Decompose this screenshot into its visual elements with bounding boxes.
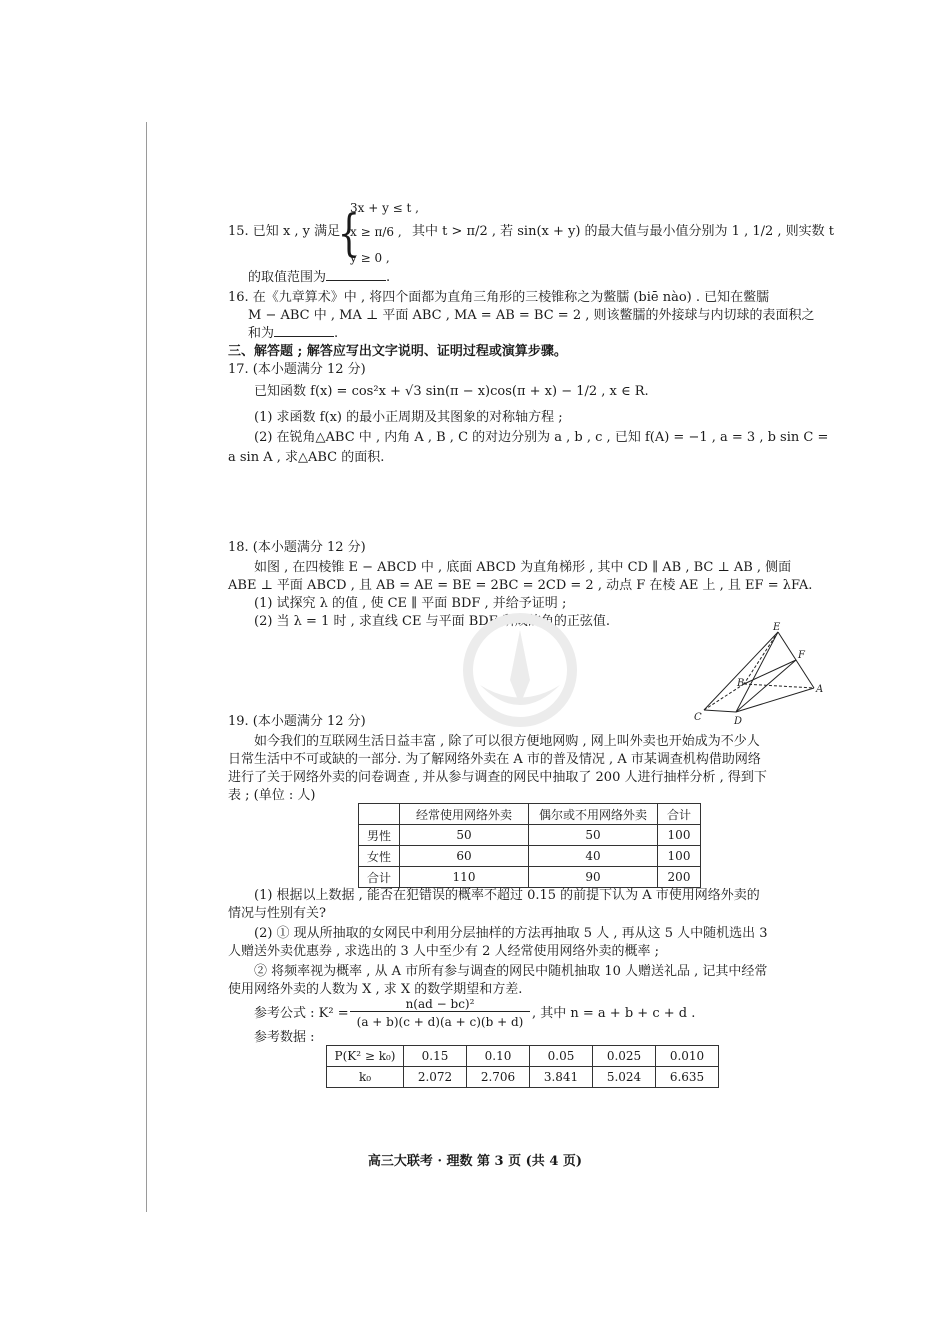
formula-numerator: n(ad − bc)² (405, 997, 475, 1011)
table-cell: 男性 (359, 825, 400, 846)
q18-line2: ABE ⊥ 平面 ABCD , 且 AB = AE = BE = 2BC = 2CD = 2 , 动点 F 在棱 AE 上 , 且 EF = λFA. (228, 578, 813, 593)
table-header-cell: 偶尔或不用网络外卖 (529, 804, 658, 825)
answer-blank (326, 280, 386, 281)
table-header-cell: 合计 (658, 804, 701, 825)
q19-line4: 表 ; (单位 : 人) (228, 788, 316, 803)
edge-ED (736, 632, 778, 712)
table-cell: 0.05 (530, 1046, 593, 1067)
q17-part1: (1) 求函数 f(x) 的最小正周期及其图象的对称轴方程 ; (254, 410, 563, 425)
pyramid-figure (690, 622, 830, 726)
q19-part2c: ② 将频率视为概率 , 从 A 市所有参与调查的网民中随机抽取 10 人赠送礼品 , 记其中经常 (254, 964, 768, 979)
table-cell: 0.025 (593, 1046, 656, 1067)
q15-line2: 的取值范围为 . (248, 270, 391, 285)
q16-line3: 和为 . (248, 326, 339, 341)
q15-constraint-3: y ≥ 0 , (350, 251, 390, 265)
answer-blank (274, 336, 334, 337)
table-header-row (359, 804, 701, 825)
table-row (359, 846, 701, 867)
q17-line1: 已知函数 f(x) = cos²x + √3 sin(π − x)cos(π + x) − 1/2 , x ∈ R. (254, 384, 649, 399)
q19-part1a: (1) 根据以上数据 , 能否在犯错误的概率不超过 0.15 的前提下认为 A 市使用网络外卖的 (254, 888, 760, 903)
q19-part1b: 情况与性别有关? (228, 906, 326, 921)
table-cell: 90 (529, 867, 658, 888)
table-cell: k₀ (327, 1067, 404, 1088)
edge-BA (744, 684, 814, 688)
table-cell: 0.10 (467, 1046, 530, 1067)
edge-EC (704, 632, 778, 710)
table-cell: P(K² ≥ k₀) (327, 1046, 404, 1067)
page-footer: 高三大联考 · 理数 第 3 页 (共 4 页) (367, 1154, 583, 1169)
label-E: E (773, 622, 781, 633)
label-F: F (798, 650, 805, 661)
q19-line1: 如今我们的互联网生活日益丰富 , 除了可以很方便地网购 , 网上叫外卖也开始成为不少人 (254, 734, 760, 749)
q18-part2: (2) 当 λ = 1 时 , 求直线 CE 与平面 BDF 所成的角的正弦值. (254, 614, 610, 629)
q19-line2: 日常生活中不可或缺的一部分. 为了解网络外卖在 A 市的普及情况 , A 市某调查机构借助网络 (228, 752, 761, 767)
label-D: D (734, 716, 743, 726)
q16-line3-text: 和为 (248, 326, 275, 341)
table-cell: 2.072 (404, 1067, 467, 1088)
edge-DF (736, 660, 796, 712)
label-B: B (737, 678, 745, 689)
section-heading: 三、解答题 ; 解答应写出文字说明、证明过程或演算步骤。 (228, 344, 567, 359)
table-row (327, 1067, 719, 1088)
q19-part2a: (2) ① 现从所抽取的女网民中利用分层抽样的方法再抽取 5 人 , 再从这 5 人中随机选出 3 (254, 926, 768, 941)
formula-tail: , 其中 n = a + b + c + d . (532, 1006, 696, 1021)
q17-part2b: a sin A , 求△ABC 的面积. (228, 450, 385, 465)
table-row (327, 1046, 719, 1067)
table-cell: 200 (658, 867, 701, 888)
watermark-logo (460, 610, 580, 730)
q18-part1: (1) 试探究 λ 的值 , 使 CE ∥ 平面 BDF , 并给予证明 ; (254, 596, 567, 611)
table-cell: 女性 (359, 846, 400, 867)
table-cell: 合计 (359, 867, 400, 888)
survey-table (358, 803, 701, 888)
q15-prefix: 15. 已知 x , y 满足 (228, 224, 341, 239)
q15-brace: { (337, 204, 361, 262)
table-cell: 40 (529, 846, 658, 867)
table-cell: 5.024 (593, 1067, 656, 1088)
table-header-cell: 经常使用网络外卖 (400, 804, 529, 825)
q19-part2d: 使用网络外卖的人数为 X , 求 X 的数学期望和方差. (228, 982, 523, 997)
q15-constraint-2: x ≥ π/6 , (350, 225, 402, 239)
table-cell: 0.010 (656, 1046, 719, 1067)
margin-line (146, 122, 147, 1212)
edge-DA (736, 688, 814, 712)
table-row (359, 867, 701, 888)
table-cell: 50 (400, 825, 529, 846)
q15-line2-text: 的取值范围为 (248, 270, 327, 285)
q16-line2: M − ABC 中 , MA ⊥ 平面 ABC , MA = AB = BC = 2 , 则该鳖臑的外接球与内切球的表面积之 (248, 308, 815, 323)
q19-head: 19. (本小题满分 12 分) (228, 714, 366, 729)
q19-part2b: 人赠送外卖优惠券 , 求选出的 3 人中至少有 2 人经常使用网络外卖的概率 ; (228, 944, 659, 959)
q18-line1: 如图 , 在四棱锥 E − ABCD 中 , 底面 ABCD 为直角梯形 , 其中 CD ∥ AB , BC ⊥ AB , 侧面 (254, 560, 792, 575)
table-cell: 60 (400, 846, 529, 867)
label-C: C (694, 712, 702, 723)
edge-CD (704, 710, 736, 712)
q18-head: 18. (本小题满分 12 分) (228, 540, 366, 555)
q16-line1: 16. 在《九章算术》中 , 将四个面都为直角三角形的三棱锥称之为鳖臑 (biē nào) . 已知在鳖臑 (228, 290, 770, 305)
table-cell: 100 (658, 825, 701, 846)
table-cell: 100 (658, 846, 701, 867)
q15-suffix: 其中 t > π/2 , 若 sin(x + y) 的最大值与最小值分别为 1 , 1/2 , 则实数 t (412, 224, 835, 239)
formula-label: 参考公式 : K² = (254, 1006, 349, 1021)
table-cell: 110 (400, 867, 529, 888)
q17-part2a: (2) 在锐角△ABC 中 , 内角 A , B , C 的对边分别为 a , b , c , 已知 f(A) = −1 , a = 3 , b sin C = (254, 430, 829, 445)
table-cell: 2.706 (467, 1067, 530, 1088)
table-row (359, 825, 701, 846)
q15-constraint-1: 3x + y ≤ t , (350, 201, 419, 215)
q17-head: 17. (本小题满分 12 分) (228, 362, 366, 377)
table-cell: 50 (529, 825, 658, 846)
formula-denominator: (a + b)(c + d)(a + c)(b + d) (356, 1015, 524, 1029)
table-cell: 6.635 (656, 1067, 719, 1088)
label-A: A (816, 684, 824, 695)
table-cell: 3.841 (530, 1067, 593, 1088)
data-label: 参考数据 : (254, 1030, 315, 1045)
q19-line3: 进行了关于网络外卖的问卷调查 , 并从参与调查的网民中抽取了 200 人进行抽样分析 , 得到下 (228, 770, 767, 785)
reference-table (326, 1045, 719, 1088)
table-cell: 0.15 (404, 1046, 467, 1067)
table-header-cell (359, 804, 400, 825)
